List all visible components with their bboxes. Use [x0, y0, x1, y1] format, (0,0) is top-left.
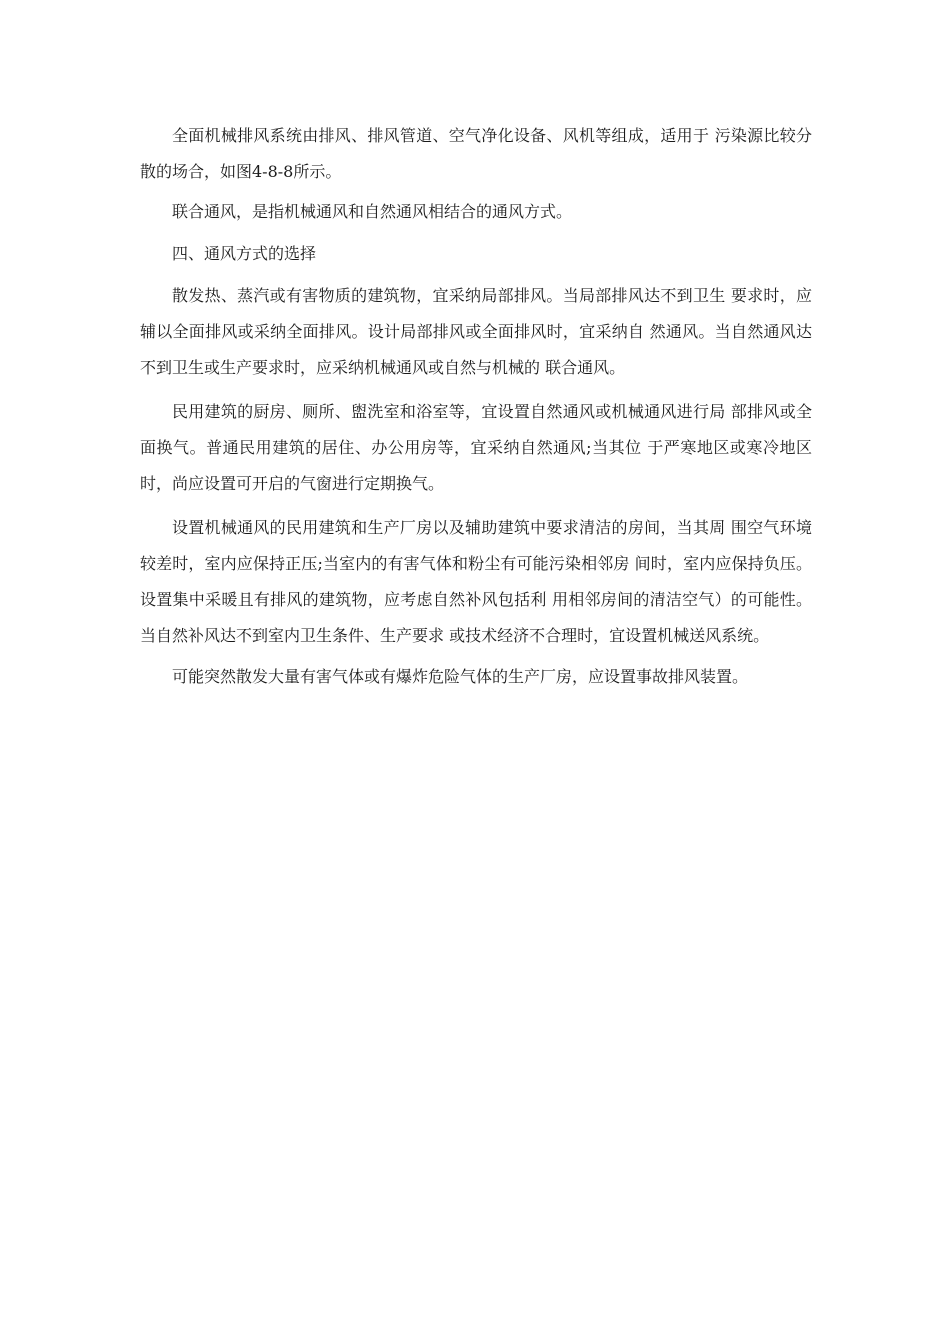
paragraph-full-mechanical-exhaust: 全面机械排风系统由排风、排风管道、空气净化设备、风机等组成，适用于 污染源比较分散的场合，如图4-8-8所示。: [140, 126, 812, 181]
document-body: [140, 118, 812, 690]
section-heading-ventilation-choice: 四、通风方式的选择: [172, 244, 317, 263]
paragraph-local-exhaust: 散发热、蒸汽或有害物质的建筑物，宜采纳局部排风。当局部排风达不到卫生 要求时，应辅以全面排风或采纳全面排风。设计局部排风或全面排风时，宜采纳自 然通风。当自然通风达不到卫生或生产要求时，应采纳机械通风或自然与机械的 联合通风。: [140, 286, 812, 377]
paragraph-pressure-control: 设置机械通风的民用建筑和生产厂房以及辅助建筑中要求清洁的房间，当其周 围空气环境较差时，室内应保持正压;当室内的有害气体和粉尘有可能污染相邻房 间时，室内应保持负压。设置集中采暖且有排风的建筑物，应考虑自然补风包括利 用相邻房间的清洁空气）的可能性。当自然补风达不到室内卫生条件、生产要求 或技术经济不合理时，宜设置机械送风系统。: [140, 518, 812, 645]
paragraph-civil-buildings: 民用建筑的厨房、厕所、盥洗室和浴室等，宜设置自然通风或机械通风进行局 部排风或全面换气。普通民用建筑的居住、办公用房等，宜采纳自然通风;当其位 于严寒地区或寒冷地区时，尚应设置可开启的气窗进行定期换气。: [140, 402, 812, 493]
paragraph-combined-ventilation: 联合通风，是指机械通风和自然通风相结合的通风方式。: [172, 202, 573, 221]
paragraph-emergency-exhaust: 可能突然散发大量有害气体或有爆炸危险气体的生产厂房，应设置事故排风装置。: [172, 667, 749, 686]
